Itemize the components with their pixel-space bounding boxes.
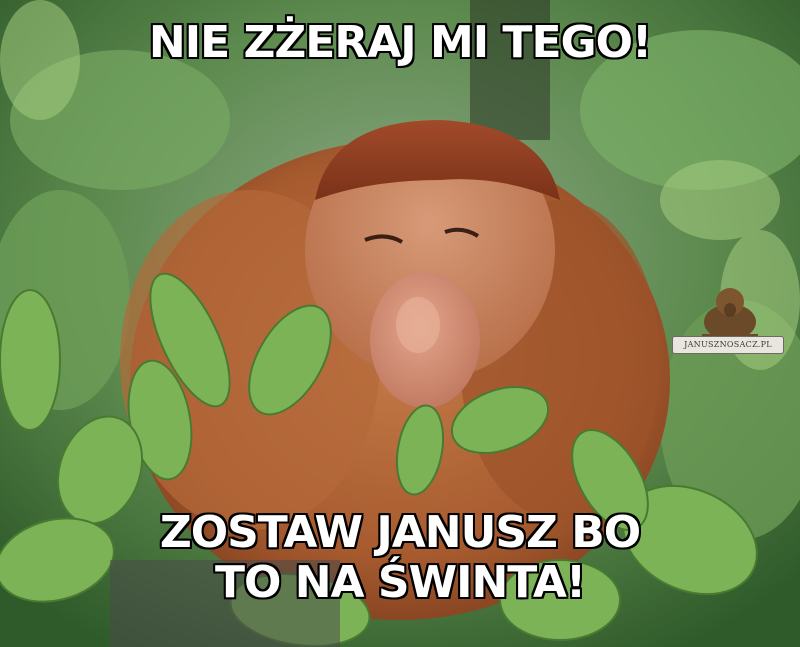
bottom-caption bbox=[0, 508, 800, 608]
watermark-text: JANUSZNOSACZ.PL bbox=[672, 336, 784, 354]
bottom-caption-line-1: ZOSTAW JANUSZ BO bbox=[159, 507, 641, 558]
monkey-silhouette-icon bbox=[672, 280, 784, 340]
bottom-caption-line-2: TO NA ŚWINTA! bbox=[214, 557, 586, 608]
watermark-logo bbox=[672, 280, 784, 362]
top-caption: NIE ZŻERAJ MI TEGO! bbox=[148, 17, 652, 68]
